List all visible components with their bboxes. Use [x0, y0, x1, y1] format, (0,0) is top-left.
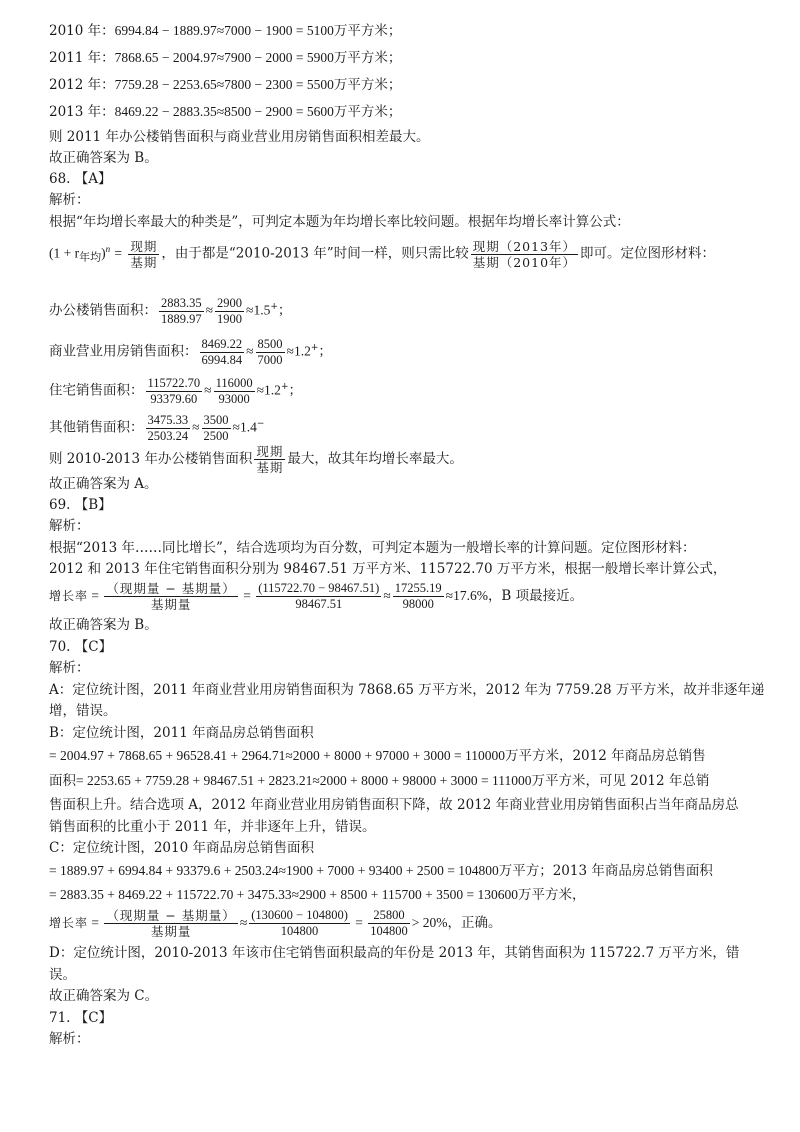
answer-69: 故正确答案为 B。 [49, 617, 158, 633]
question-69-head: 69. 【B】 [49, 497, 112, 513]
option-c-line-3: = 2883.35 + 8469.22 + 115722.70 + 3475.33≈2900 + 8500 + 115700 + 3500 = 130600万平方米， [49, 887, 586, 903]
answer-68: 故正确答案为 A。 [49, 476, 158, 492]
formula-70: 增长率 = $\frac{\text{（现期量 − 基期量）}}{\text{基期量}}$ ≈ $\frac{(130600 - 104800)}{104800}$ = $\frac{25800}{104800}$ > 20%，正确。 [49, 908, 502, 939]
row-residential: 住宅销售面积： $\frac{115722.70}{93379.60}$ ≈ $\frac{116000}{93000}$ ≈1.2+； [49, 375, 302, 406]
line-2012: 2012 年：7759.28 − 2253.65≈7800 − 2300 = 5500万平方米； [49, 77, 402, 93]
question-70-head: 70. 【C】 [49, 639, 113, 655]
option-a-line-1: A：定位统计图，2011 年商业营业用房销售面积为 7868.65 万平方米，2012 年为 7759.28 万平方米，故并非逐年递 [49, 682, 765, 698]
formula-68: $(1 + r_{年均})^n$ = $\frac{\text{现期}}{\text{基期}}$ ，由于都是“2010-2013 年”时间一样，则只需比较 $\frac{\text{现期（2013年）}}{\text{基期（2010年）}}$ 即可。定位图形材料： [49, 238, 716, 270]
fraction-2013-2010: $\frac{\text{现期（2013年）}}{\text{基期（2010年）}}$ [472, 238, 577, 270]
row-other: 其他销售面积： $\frac{3475.33}{2503.24}$ ≈ $\frac{3500}{2500}$ ≈1.4− [49, 412, 265, 443]
fraction-xianqi-jiqi: $\frac{\text{现期}}{\text{基期}}$ [130, 238, 158, 270]
option-b-line-5: 销售面积的比重小于 2011 年，并非逐年上升，错误。 [49, 819, 376, 835]
option-d-line-2: 误。 [49, 967, 76, 983]
intro-68: 根据“年均增长率最大的种类是”，可判定本题为年均增长率比较问题。根据年均增长率计算公式： [49, 214, 630, 230]
jiexi-68: 解析： [49, 192, 90, 208]
conclusion-67: 则 2011 年办公楼销售面积与商业营业用房销售面积相差最大。 [49, 129, 430, 145]
line-2011: 2011 年：7868.65 − 2004.97≈7900 − 2000 = 5900万平方米； [49, 50, 402, 66]
option-a-line-2: 增，错误。 [49, 703, 117, 719]
jiexi-70: 解析： [49, 660, 90, 676]
jiexi-71: 解析： [49, 1031, 90, 1047]
conclusion-68: 则 2010-2013 年办公楼销售面积 $\frac{\text{现期}}{\text{基期}}$ 最大，故其年均增长率最大。 [49, 444, 463, 475]
question-71-head: 71. 【C】 [49, 1010, 113, 1026]
option-b-line-4: 售面积上升。结合选项 A，2012 年商业营业用房销售面积下降，故 2012 年商业营业用房销售面积占当年商品房总 [49, 797, 739, 813]
option-b-line-2: = 2004.97 + 7868.65 + 96528.41 + 2964.71≈2000 + 8000 + 97000 + 3000 = 110000万平方米，2012 年商品房总销售 [49, 748, 706, 764]
jiexi-69: 解析： [49, 518, 90, 534]
answer-67: 故正确答案为 B。 [49, 150, 158, 166]
option-b-line-3: 面积= 2253.65 + 7759.28 + 98467.51 + 2823.21≈2000 + 8000 + 98000 + 3000 = 111000万平方米，可见 2012 年总销 [49, 773, 710, 789]
row-commercial: 商业营业用房销售面积： $\frac{8469.22}{6994.84}$ ≈ $\frac{8500}{7000}$ ≈1.2+； [49, 336, 332, 367]
option-b-line-1: B：定位统计图，2011 年商品房总销售面积 [49, 725, 314, 741]
option-c-line-2: = 1889.97 + 6994.84 + 93379.6 + 2503.24≈1900 + 7000 + 93400 + 2500 = 104800万平方；2013 年商品房总销售面积 [49, 863, 713, 879]
line-2010: 2010 年：6994.84 − 1889.97≈7000 − 1900 = 5100万平方米； [49, 23, 402, 39]
row-office: 办公楼销售面积： $\frac{2883.35}{1889.97}$ ≈ $\frac{2900}{1900}$ ≈1.5+； [49, 295, 292, 326]
option-c-line-1: C：定位统计图，2010 年商品房总销售面积 [49, 840, 314, 856]
line-69-2: 2012 和 2013 年住宅销售面积分别为 98467.51 万平方米、115722.70 万平方米，根据一般增长率计算公式， [49, 561, 727, 577]
line-69-1: 根据“2013 年……同比增长”，结合选项均为百分数，可判定本题为一般增长率的计算问题。定位图形材料： [49, 540, 696, 556]
question-68-head: 68. 【A】 [49, 171, 112, 187]
option-d-line-1: D：定位统计图，2010-2013 年该市住宅销售面积最高的年份是 2013 年，其销售面积为 115722.7 万平方米，错 [49, 945, 740, 961]
answer-70: 故正确答案为 C。 [49, 988, 159, 1004]
formula-69: 增长率 = $\frac{\text{（现期量 − 基期量）}}{\text{基期量}}$ = $\frac{(115722.70 - 98467.51)}{98467.51}$ ≈ $\frac{17255.19}{98000}$ ≈17.6%，B 项最接近。 [49, 581, 584, 612]
line-2013: 2013 年：8469.22 − 2883.35≈8500 − 2900 = 5600万平方米； [49, 104, 402, 120]
